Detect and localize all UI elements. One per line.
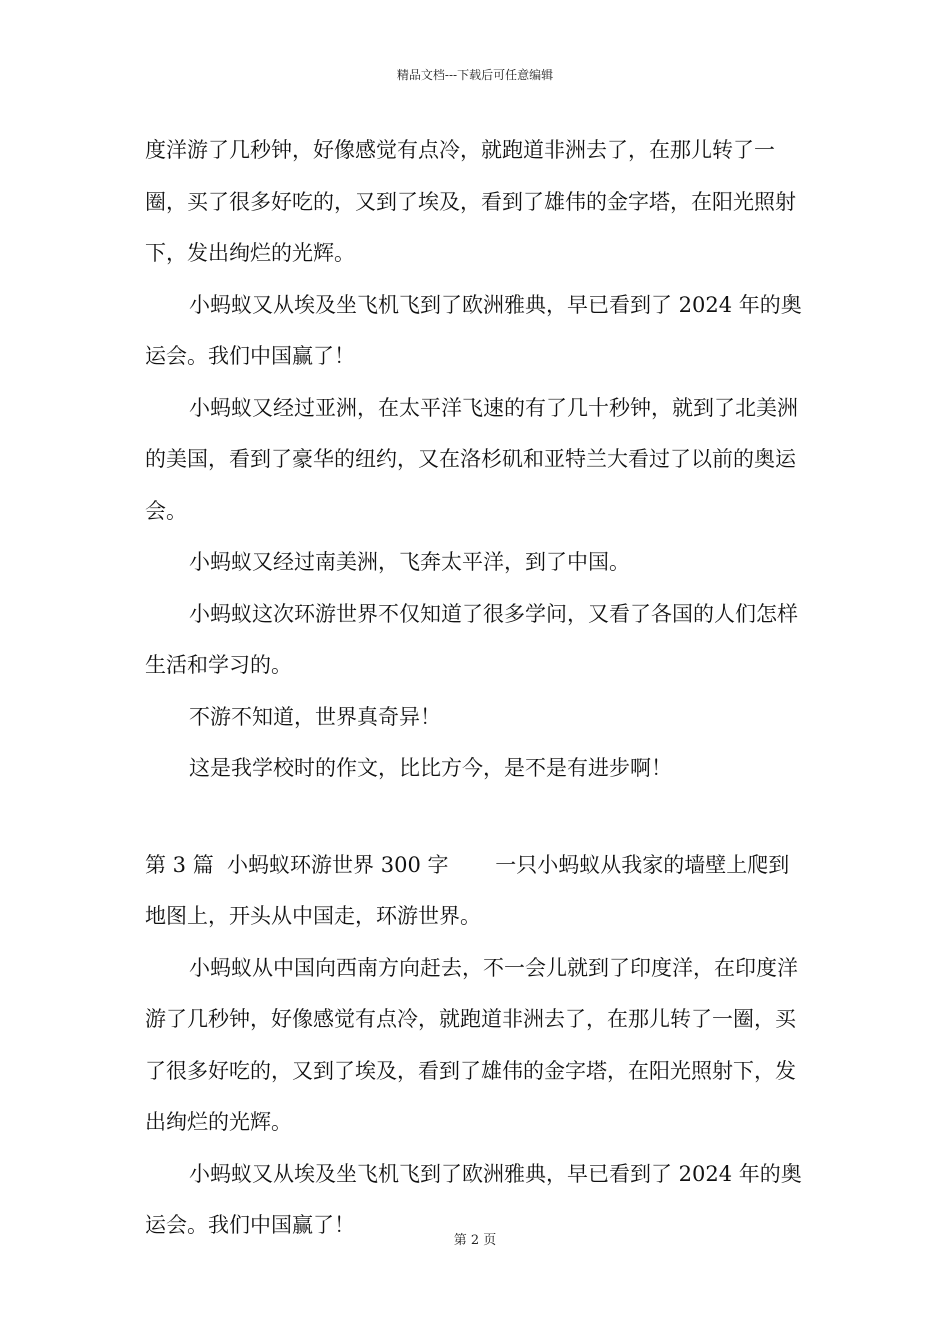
- paragraph: 小蚂蚁又经过南美洲，飞奔太平洋，到了中国。: [189, 550, 630, 574]
- paragraph: 小蚂蚁从中国向西南方向赶去，不一会儿就到了印度洋，在印度洋游了几秒钟，好像感觉有点冷，就跑道非洲去了，在那儿转了一圈，买了很多好吃的，又到了埃及，看到了雄伟的金字塔，在阳光照射下，发出绚烂的光辉。: [145, 955, 798, 1134]
- paragraph: 这是我学校时的作文，比比方今，是不是有进步啊！: [189, 756, 672, 780]
- paragraph-continuation: 度洋游了几秒钟，好像感觉有点冷，就跑道非洲去了，在那儿转了一圈，买了很多好吃的，又到了埃及，看到了雄伟的金字塔，在阳光照射下，发出绚烂的光辉。: [145, 138, 796, 265]
- paragraph: 小蚂蚁又经过亚洲，在太平洋飞速的有了几十秒钟，就到了北美洲的美国，看到了豪华的纽约，又在洛杉矶和亚特兰大看过了以前的奥运会。: [145, 395, 798, 523]
- document-body: [145, 125, 810, 1252]
- paragraph: 小蚂蚁这次环游世界不仅知道了很多学问，又看了各国的人们怎样生活和学习的。: [145, 601, 798, 677]
- section-gap: [145, 795, 810, 840]
- section-heading-paragraph: 第 3 篇 小蚂蚁环游世界 300 字 一只小蚂蚁从我家的墙壁上爬到地图上，开头从中国走，环游世界。: [145, 852, 790, 928]
- page-number: 第 2 页: [453, 1233, 497, 1248]
- paragraph: 小蚂蚁又从埃及坐飞机飞到了欧洲雅典，早已看到了 2024 年的奥运会。我们中国赢了！: [145, 292, 802, 368]
- paragraph: 小蚂蚁又从埃及坐飞机飞到了欧洲雅典，早已看到了 2024 年的奥运会。我们中国赢了！: [145, 1161, 802, 1237]
- page-header: 精品文档---下载后可任意编辑: [396, 68, 554, 82]
- paragraph: 不游不知道，世界真奇异！: [189, 704, 441, 729]
